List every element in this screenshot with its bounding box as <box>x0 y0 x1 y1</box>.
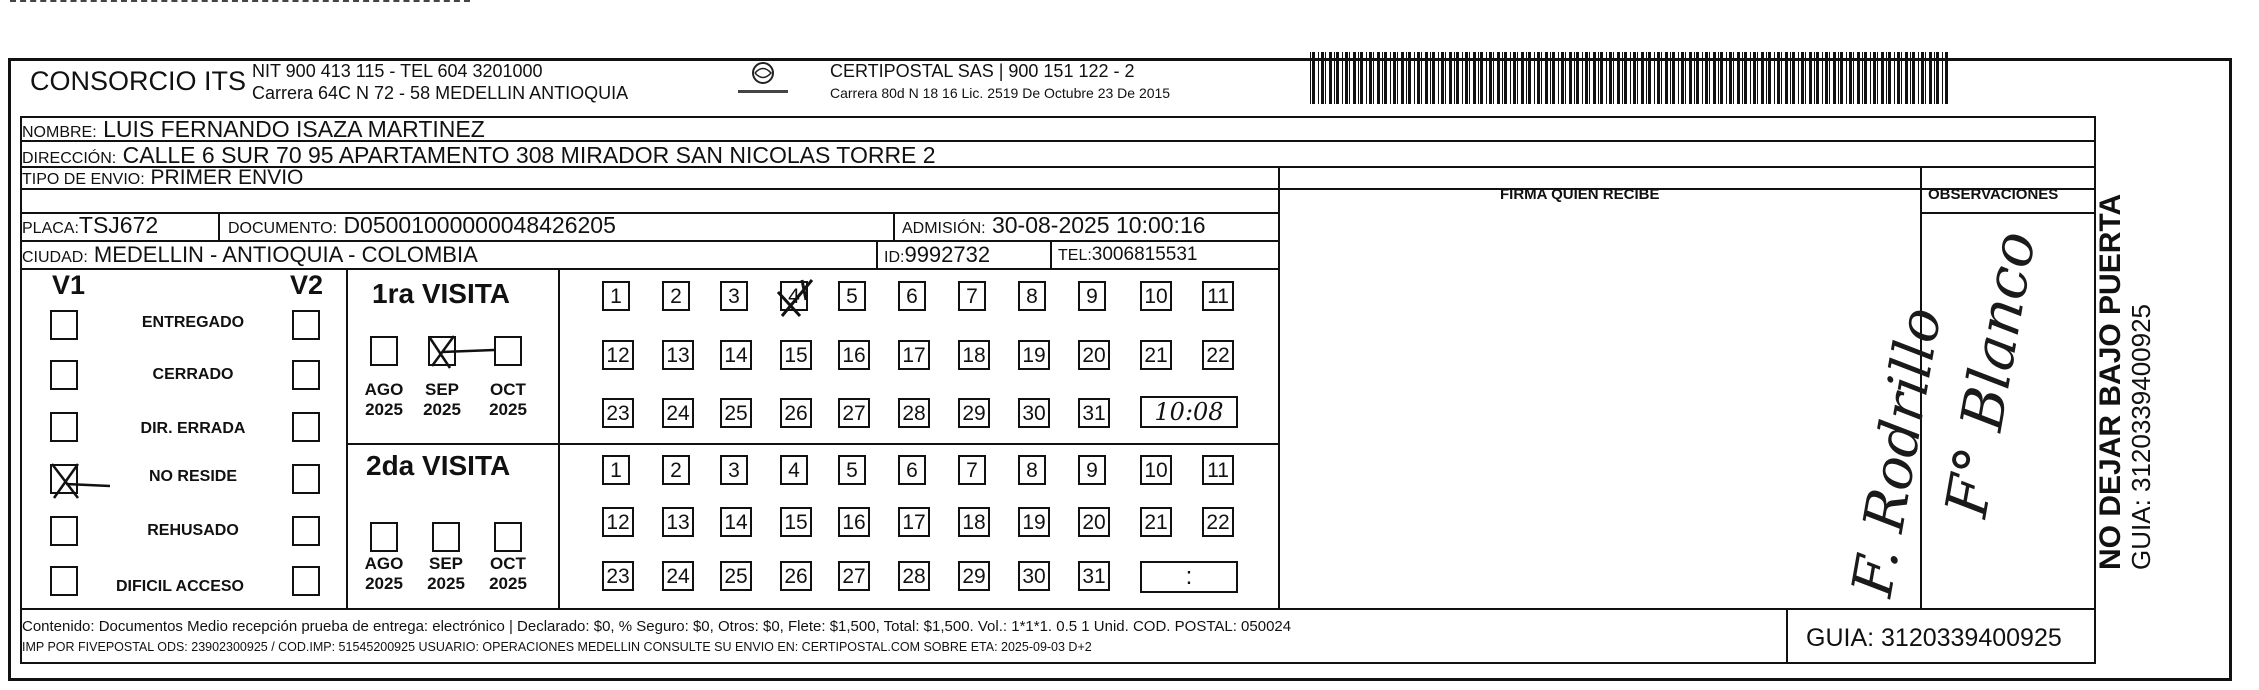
visit2-day-11[interactable]: 11 <box>1202 455 1234 485</box>
visit2-day-7[interactable]: 7 <box>958 455 986 485</box>
placa-label: PLACA: <box>22 220 79 237</box>
visit1-day-8[interactable]: 8 <box>1018 281 1046 311</box>
visit2-month-ago: AGO 2025 <box>364 554 404 593</box>
admision-label: ADMISIÓN: <box>902 220 986 237</box>
tipo-row <box>22 166 303 190</box>
status-entregado: ENTREGADO <box>141 314 245 331</box>
visit1-month-oct: OCT 2025 <box>489 380 527 419</box>
visit1-day-18[interactable]: 18 <box>958 340 990 370</box>
visit1-day-11[interactable]: 11 <box>1202 281 1234 311</box>
visit2-day-26[interactable]: 26 <box>780 561 812 591</box>
nombre-label: NOMBRE: <box>22 124 97 141</box>
divider <box>893 212 895 240</box>
firma-header: FIRMA QUIEN RECIBE <box>1500 186 1660 203</box>
status-cerrado: CERRADO <box>152 366 234 383</box>
side-no-dejar: NO DEJAR BAJO PUERTA <box>2094 193 2127 570</box>
visit2-day-25[interactable]: 25 <box>720 561 752 591</box>
v2-entregado-checkbox[interactable] <box>292 310 320 340</box>
visit2-day-18[interactable]: 18 <box>958 507 990 537</box>
visit1-day-21[interactable]: 21 <box>1140 340 1172 370</box>
company-info <box>252 60 628 104</box>
visit1-day-31[interactable]: 31 <box>1078 398 1110 428</box>
tel-row <box>1058 244 1197 266</box>
direccion-label: DIRECCIÓN: <box>22 150 117 167</box>
id-value: 9992732 <box>904 242 991 267</box>
direccion-value: CALLE 6 SUR 70 95 APARTAMENTO 308 MIRADOR SAN NICOLAS TORRE 2 <box>122 142 936 168</box>
status-no-reside: NO RESIDE <box>148 468 237 485</box>
visit1-day-15[interactable]: 15 <box>780 340 812 370</box>
documento-label: DOCUMENTO: <box>228 220 338 237</box>
divider <box>346 268 348 608</box>
v1-entregado-checkbox[interactable] <box>50 310 78 340</box>
visit1-day-30[interactable]: 30 <box>1018 398 1050 428</box>
visit1-ago-checkbox[interactable] <box>370 336 398 366</box>
top-scan-artifact <box>10 0 470 5</box>
courier-license: Carrera 80d N 18 16 Lic. 2519 De Octubre 23 De 2015 <box>830 85 1171 101</box>
visit2-day-17[interactable]: 17 <box>898 507 930 537</box>
status-rehusado: REHUSADO <box>147 522 239 539</box>
visit2-day-29[interactable]: 29 <box>958 561 990 591</box>
nombre-value: LUIS FERNANDO ISAZA MARTINEZ <box>103 116 485 142</box>
side-notice <box>2095 194 2155 570</box>
admision-row <box>902 212 1206 239</box>
v2-no-reside-checkbox[interactable] <box>292 464 320 494</box>
visit1-day-24[interactable]: 24 <box>662 398 694 428</box>
visit2-ago-checkbox[interactable] <box>370 522 398 552</box>
placa-row <box>22 212 158 239</box>
footer-print-info: IMP POR FIVEPOSTAL ODS: 23902300925 / COD.IMP: 51545200925 USUARIO: OPERACIONES MEDELLIN CONSULTE SU ENVIO EN: CERTIPOSTAL.COM SOBRE ETA: 2025-09-03 D+2 <box>22 640 1092 654</box>
side-guia: GUIA: 3120339400925 <box>2126 304 2156 570</box>
id-label: ID: <box>884 249 905 266</box>
divider <box>348 443 1280 445</box>
divider <box>20 116 22 662</box>
observaciones-header: OBSERVACIONES <box>1928 186 2059 203</box>
visit2-day-4[interactable]: 4 <box>780 455 808 485</box>
visit2-day-14[interactable]: 14 <box>720 507 752 537</box>
visit1-day-27[interactable]: 27 <box>838 398 870 428</box>
v2-title: V2 <box>290 270 324 300</box>
tel-label: TEL: <box>1058 247 1092 264</box>
visit2-day-21[interactable]: 21 <box>1140 507 1172 537</box>
visit1-day-6[interactable]: 6 <box>898 281 926 311</box>
visit2-month-sep: SEP 2025 <box>427 554 465 593</box>
visit2-day-2[interactable]: 2 <box>662 455 690 485</box>
v1-title: V1 <box>52 270 86 300</box>
visit1-day-5[interactable]: 5 <box>838 281 866 311</box>
company-address: Carrera 64C N 72 - 58 MEDELLIN ANTIOQUIA <box>252 83 629 103</box>
divider <box>20 268 1280 270</box>
visit2-day-9[interactable]: 9 <box>1078 455 1106 485</box>
visit1-time-box[interactable]: 10:08 <box>1140 396 1238 428</box>
visit2-day-6[interactable]: 6 <box>898 455 926 485</box>
documento-row <box>228 212 616 239</box>
visit2-oct-checkbox[interactable] <box>494 522 522 552</box>
placa-value: TSJ672 <box>78 212 159 238</box>
no-reside-check-mark-icon <box>44 458 114 504</box>
divider <box>558 268 560 608</box>
visit1-day-7[interactable]: 7 <box>958 281 986 311</box>
visit2-day-27[interactable]: 27 <box>838 561 870 591</box>
visit1-day-14[interactable]: 14 <box>720 340 752 370</box>
visit2-title: 2da VISITA <box>366 450 511 481</box>
certipostal-logo-icon <box>728 60 798 100</box>
company-name: CONSORCIO ITS <box>30 66 247 96</box>
v1-dir-errada-checkbox[interactable] <box>50 412 78 442</box>
visit1-day-23[interactable]: 23 <box>602 398 634 428</box>
v1-dificil-acceso-checkbox[interactable] <box>50 566 78 596</box>
visit1-month-sep: SEP 2025 <box>423 380 461 419</box>
divider <box>1786 608 1788 662</box>
ciudad-label: CIUDAD: <box>22 249 88 266</box>
status-dificil-acceso: DIFICIL ACCESO <box>115 578 244 595</box>
visit1-day-25[interactable]: 25 <box>720 398 752 428</box>
visit2-day-20[interactable]: 20 <box>1078 507 1110 537</box>
visit2-day-1[interactable]: 1 <box>602 455 630 485</box>
visit2-day-31[interactable]: 31 <box>1078 561 1110 591</box>
visit2-time-box[interactable]: : <box>1140 561 1238 593</box>
divider <box>1278 166 1280 608</box>
visit1-day-4[interactable]: 4 <box>780 281 808 311</box>
visit2-day-24[interactable]: 24 <box>662 561 694 591</box>
visit1-day-29[interactable]: 29 <box>958 398 990 428</box>
id-row <box>884 242 990 268</box>
barcode <box>1310 52 1950 104</box>
courier-name: CERTIPOSTAL SAS | 900 151 122 - 2 <box>830 61 1135 81</box>
visit2-day-3[interactable]: 3 <box>720 455 748 485</box>
nombre-row <box>22 116 485 143</box>
visit1-day-3[interactable]: 3 <box>720 281 748 311</box>
divider <box>20 608 2096 610</box>
visit1-title: 1ra VISITA <box>372 278 510 309</box>
company-nit: NIT 900 413 115 - TEL 604 3201000 <box>252 61 543 81</box>
visit1-day-20[interactable]: 20 <box>1078 340 1110 370</box>
divider <box>20 188 2096 190</box>
v2-dir-errada-checkbox[interactable] <box>292 412 320 442</box>
documento-value: D05001000000048426205 <box>343 212 616 238</box>
visit2-day-22[interactable]: 22 <box>1202 507 1234 537</box>
admision-value: 30-08-2025 10:00:16 <box>991 212 1206 238</box>
ciudad-row <box>22 242 478 268</box>
visit2-day-10[interactable]: 10 <box>1140 455 1172 485</box>
visit1-day-16[interactable]: 16 <box>838 340 870 370</box>
visit1-day-9[interactable]: 9 <box>1078 281 1106 311</box>
ciudad-value: MEDELLIN - ANTIOQUIA - COLOMBIA <box>93 242 478 267</box>
footer-contents: Contenido: Documentos Medio recepción prueba de entrega: electrónico | Declarado: $0, % Seguro: $0, Otros: $0, Flete: $1,500, Total: $1,500. Vol.: 1*1*1. 0.5 1 Unid. COD. POSTAL: 050024 <box>22 618 1292 635</box>
visit2-day-12[interactable]: 12 <box>602 507 634 537</box>
tel-value: 3006815531 <box>1091 244 1198 265</box>
visit2-day-15[interactable]: 15 <box>780 507 812 537</box>
status-dir-errada: DIR. ERRADA <box>140 420 246 437</box>
v1-rehusado-checkbox[interactable] <box>50 516 78 546</box>
visit1-sep-check-mark-icon <box>420 330 500 374</box>
v2-rehusado-checkbox[interactable] <box>292 516 320 546</box>
visit2-day-8[interactable]: 8 <box>1018 455 1046 485</box>
visit1-day-12[interactable]: 12 <box>602 340 634 370</box>
visit2-day-13[interactable]: 13 <box>662 507 694 537</box>
visit2-day-30[interactable]: 30 <box>1018 561 1050 591</box>
visit1-day-19[interactable]: 19 <box>1018 340 1050 370</box>
recipient-signature: F. Rodrillo <box>1840 302 1955 602</box>
divider <box>1050 240 1052 268</box>
visit1-day-17[interactable]: 17 <box>898 340 930 370</box>
tipo-label: TIPO DE ENVIO: <box>22 171 145 188</box>
visit1-day-2[interactable]: 2 <box>662 281 690 311</box>
v2-dificil-acceso-checkbox[interactable] <box>292 566 320 596</box>
v2-cerrado-checkbox[interactable] <box>292 360 320 390</box>
divider <box>876 240 878 268</box>
direccion-row <box>22 142 936 169</box>
visit2-day-19[interactable]: 19 <box>1018 507 1050 537</box>
visit1-day-22[interactable]: 22 <box>1202 340 1234 370</box>
visit1-day-1[interactable]: 1 <box>602 281 630 311</box>
visit1-day4-check-mark-icon <box>772 276 822 320</box>
visit2-sep-checkbox[interactable] <box>432 522 460 552</box>
v1-cerrado-checkbox[interactable] <box>50 360 78 390</box>
visit1-month-ago: AGO 2025 <box>364 380 404 419</box>
visit2-month-oct: OCT 2025 <box>489 554 527 593</box>
courier-info <box>830 60 1170 104</box>
divider <box>218 212 220 240</box>
divider <box>1920 212 2096 214</box>
visit2-day-16[interactable]: 16 <box>838 507 870 537</box>
footer-guia: GUIA: 3120339400925 <box>1806 624 2062 652</box>
visit1-day-28[interactable]: 28 <box>898 398 930 428</box>
visit1-day-26[interactable]: 26 <box>780 398 812 428</box>
divider <box>20 662 2096 664</box>
visit2-day-5[interactable]: 5 <box>838 455 866 485</box>
tipo-value: PRIMER ENVIO <box>150 166 304 189</box>
visit2-day-28[interactable]: 28 <box>898 561 930 591</box>
visit1-day-10[interactable]: 10 <box>1140 281 1172 311</box>
visit1-day-13[interactable]: 13 <box>662 340 694 370</box>
observation-handwriting: F° Blanco <box>1932 226 2050 522</box>
visit2-day-23[interactable]: 23 <box>602 561 634 591</box>
